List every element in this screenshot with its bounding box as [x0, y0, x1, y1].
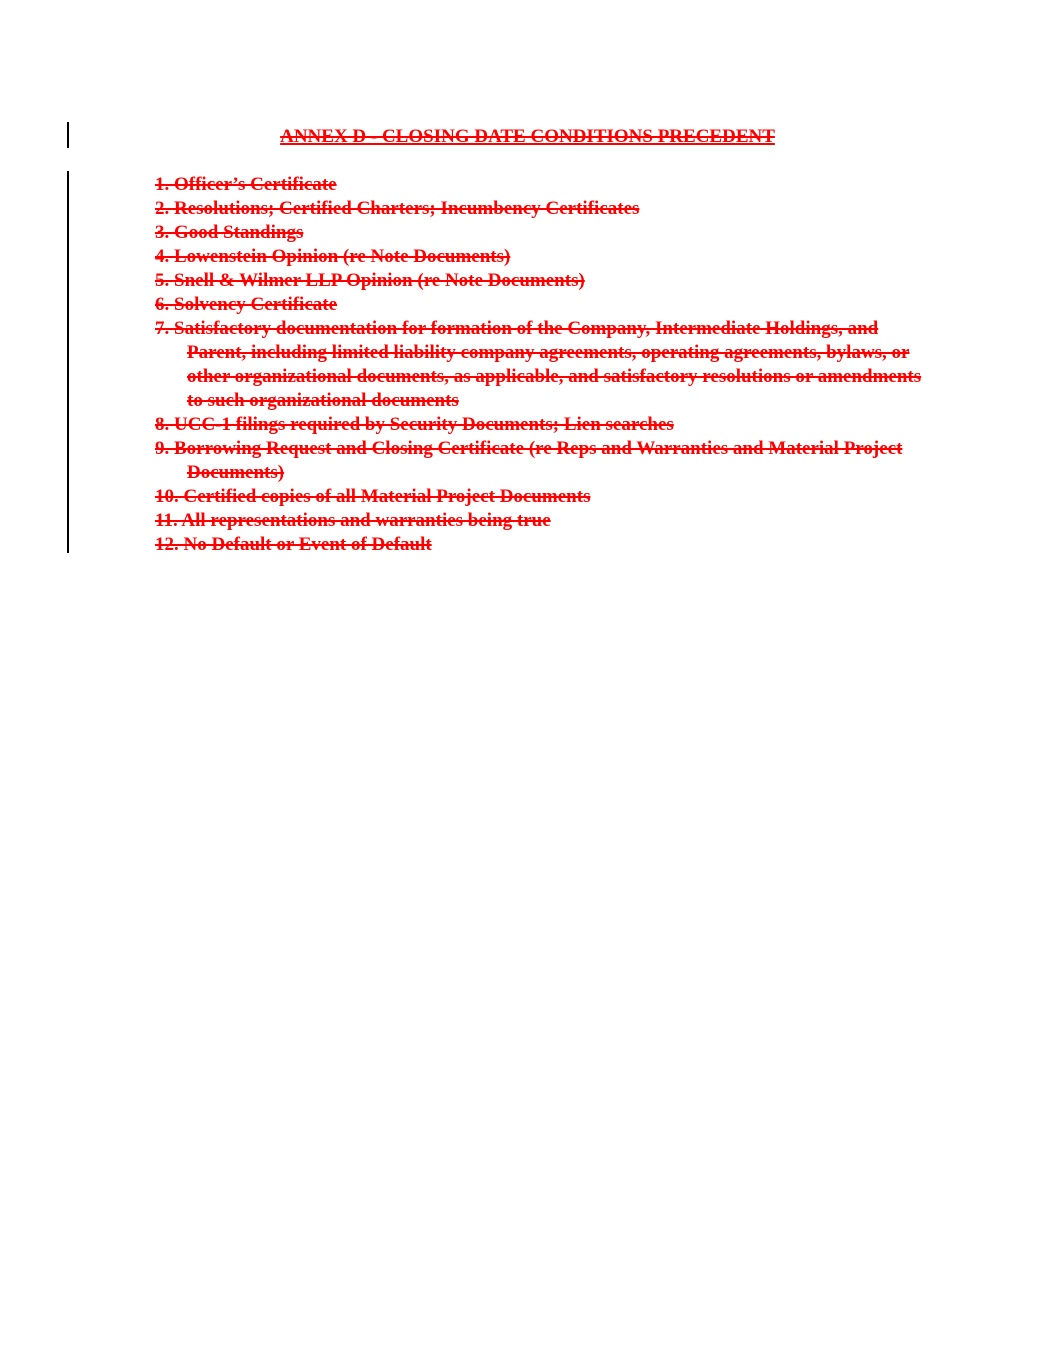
list-item: 4. Lowenstein Opinion (re Note Documents)	[155, 246, 511, 267]
list-item: 11. All representations and warranties being true	[155, 510, 551, 531]
revision-change-bar	[67, 171, 69, 553]
list-item: 3. Good Standings	[155, 222, 304, 243]
list-item: 6. Solvency Certificate	[155, 294, 338, 315]
annex-title: ANNEX D - CLOSING DATE CONDITIONS PRECEDENT	[280, 126, 775, 147]
list-item: 12. No Default or Event of Default	[155, 534, 432, 555]
conditions-list	[155, 173, 935, 557]
list-item: 1. Officer’s Certificate	[155, 174, 337, 195]
list-item: 2. Resolutions; Certified Charters; Incumbency Certificates	[155, 198, 640, 219]
list-item: 5. Snell & Wilmer LLP Opinion (re Note Documents)	[155, 270, 585, 291]
list-item: 7. Satisfactory documentation for formation of the Company, Intermediate Holdings, and Parent, including limited liability company agreements, operating agreements, bylaws, or other organizational documents, as applicable, and satisfactory resolutions or amendments to such organizational documents	[155, 318, 922, 411]
list-item: 9. Borrowing Request and Closing Certificate (re Reps and Warranties and Material Project Documents)	[155, 438, 903, 483]
list-item: 8. UCC-1 filings required by Security Documents; Lien searches	[155, 414, 674, 435]
list-item: 10. Certified copies of all Material Project Documents	[155, 486, 591, 507]
